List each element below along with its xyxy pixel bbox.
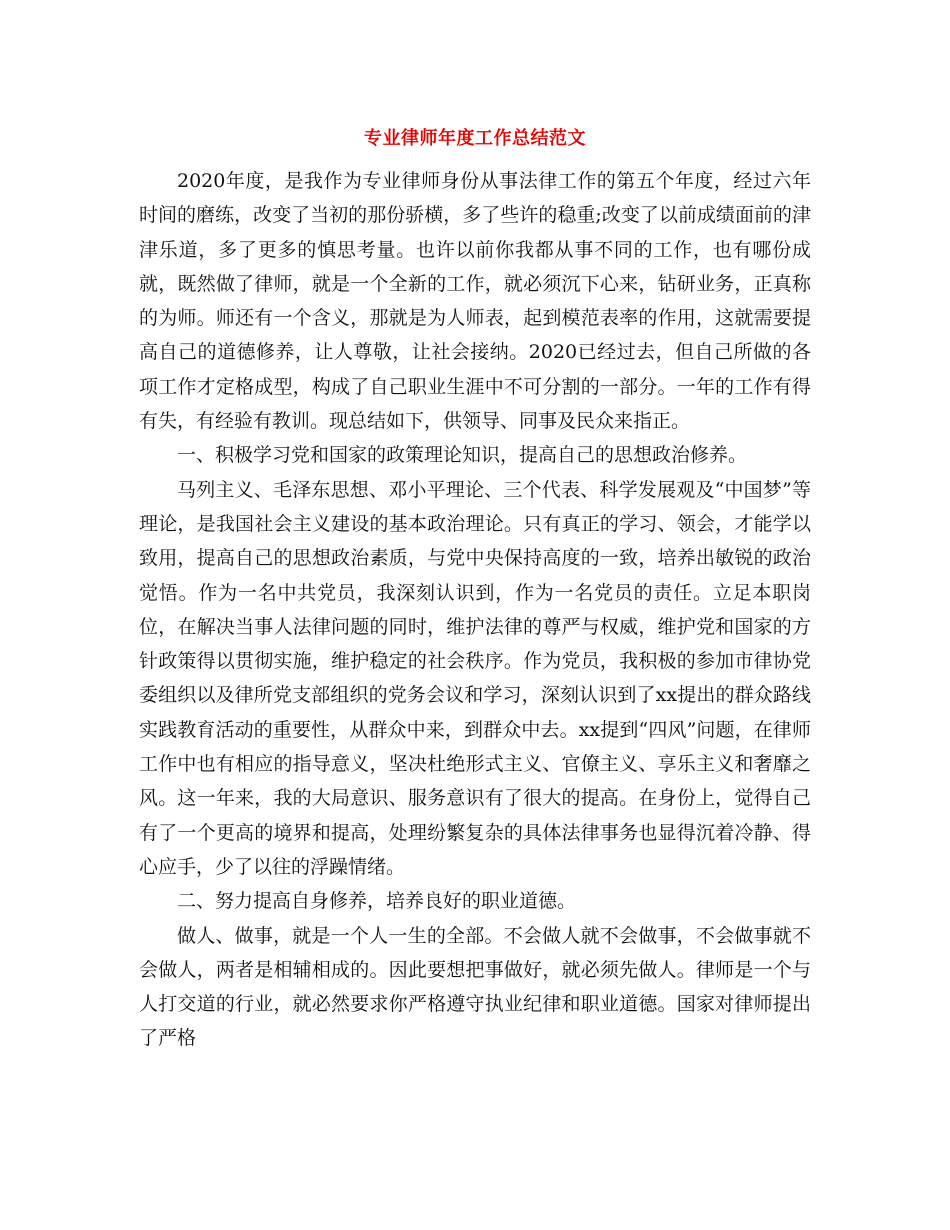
document-title: 专业律师年度工作总结范文	[364, 128, 586, 149]
document-body	[139, 164, 811, 1056]
section-heading-2: 二、努力提高自身修养，培养良好的职业道德。	[177, 890, 577, 913]
section-heading-1: 一、积极学习党和国家的政策理论知识，提高自己的思想政治修养。	[177, 444, 748, 467]
paragraph-section-2: 做人、做事，就是一个人一生的全部。不会做人就不会做事，不会做事就不会做人，两者是相辅相成的。因此要想把事做好，就必须先做人。律师是一个与人打交道的行业，就必然要求你严格遵守执业纪律和职业道德。国家对律师提出了严格	[139, 924, 811, 1050]
paragraph-intro: 2020年度，是我作为专业律师身份从事法律工作的第五个年度，经过六年时间的磨练，改变了当初的那份骄横，多了些许的稳重;改变了以前成绩面前的津津乐道，多了更多的慎思考量。也许以前你我都从事不同的工作，也有哪份成就，既然做了律师，就是一个全新的工作，就必须沉下心来，钻研业务，正真称的为师。师还有一个含义，那就是为人师表，起到模范表率的作用，这就需要提高自己的道德修养，让人尊敬，让社会接纳。2020已经过去，但自己所做的各项工作才定格成型，构成了自己职业生涯中不可分割的一部分。一年的工作有得有失，有经验有教训。现总结如下，供领导、同事及民众来指正。	[139, 170, 811, 433]
paragraph-section-1: 马列主义、毛泽东思想、邓小平理论、三个代表、科学发展观及“中国梦”等理论，是我国社会主义建设的基本政治理论。只有真正的学习、领会，才能学以致用，提高自己的思想政治素质，与党中央保持高度的一致，培养出敏锐的政治觉悟。作为一名中共党员，我深刻认识到，作为一名党员的责任。立足本职岗位，在解决当事人法律问题的同时，维护法律的尊严与权威，维护党和国家的方针政策得以贯彻实施，维护稳定的社会秩序。作为党员，我积极的参加市律协党委组织以及律所党支部组织的党务会议和学习，深刻认识到了xx提出的群众路线实践教育活动的重要性，从群众中来，到群众中去。xx提到“四风”问题，在律师工作中也有相应的指导意义，坚决杜绝形式主义、官僚主义、享乐主义和奢靡之风。这一年来，我的大局意识、服务意识有了很大的提高。在身份上，觉得自己有了一个更高的境界和提高，处理纷繁复杂的具体法律事务也显得沉着冷静、得心应手，少了以往的浮躁情绪。	[139, 478, 811, 878]
